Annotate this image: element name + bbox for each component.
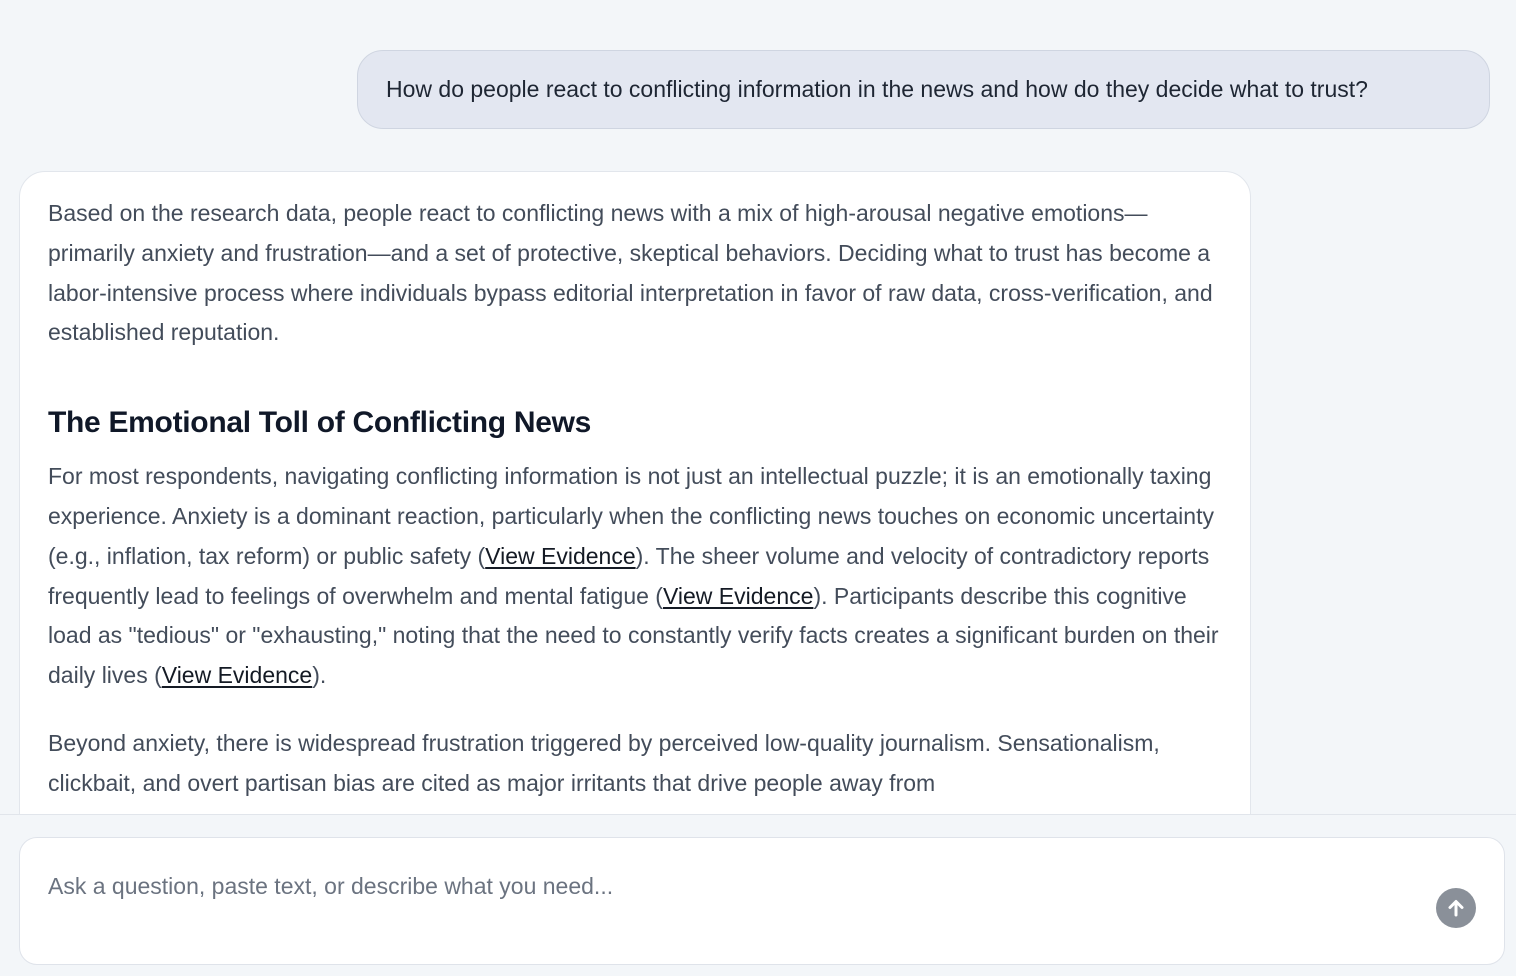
view-evidence-link[interactable]: View Evidence bbox=[161, 662, 313, 689]
paragraph-text-segment: For most respondents, navigating conflicting information is not just an intellectual puzzle; it is an emotionally taxing experience. Anxiety is a dominant reaction, particularly when the conflicting news touches on economic uncertainty (e.g., inflation, tax reform) or public safety ( bbox=[48, 463, 1214, 569]
paragraph-text-segment: ). bbox=[312, 662, 327, 689]
response-paragraph-frustration: Beyond anxiety, there is widespread frustration triggered by perceived low-quality journalism. Sensationalism, clickbait, and overt partisan bias are cited as major irritants that drive people away from bbox=[48, 729, 1160, 796]
paragraph-text-segment: ). Participants describe this cognitive load as "tedious" or "exhausting," noting that the need to constantly verify facts creates a significant burden on their daily lives ( bbox=[48, 582, 1219, 689]
view-evidence-link[interactable]: View Evidence bbox=[662, 582, 814, 609]
section-heading: The Emotional Toll of Conflicting News bbox=[48, 406, 592, 440]
composer-area bbox=[0, 814, 1516, 976]
response-intro-paragraph: Based on the research data, people react to conflicting news with a mix of high-arousal negative emotions—primarily anxiety and frustration—and a set of protective, skeptical behaviors. Deciding what to trust has become a labor-intensive process where individuals bypass editorial interpretation in favor of raw data, cross-verification, and established reputation. bbox=[48, 200, 1213, 346]
arrow-up-icon bbox=[1445, 897, 1467, 919]
message-input[interactable] bbox=[48, 868, 1428, 904]
send-button[interactable] bbox=[1436, 888, 1476, 928]
paragraph-text-segment: ). The sheer volume and velocity of contradictory reports frequently lead to feelings of overwhelm and mental fatigue ( bbox=[48, 542, 1210, 609]
user-message-text: How do people react to conflicting information in the news and how do they decide what to trust? bbox=[386, 76, 1368, 102]
view-evidence-link[interactable]: View Evidence bbox=[485, 542, 636, 569]
assistant-response-card bbox=[19, 171, 1251, 814]
message-composer bbox=[19, 837, 1505, 965]
response-paragraph-emotional-toll bbox=[48, 457, 1222, 696]
user-message-bubble bbox=[357, 50, 1490, 129]
